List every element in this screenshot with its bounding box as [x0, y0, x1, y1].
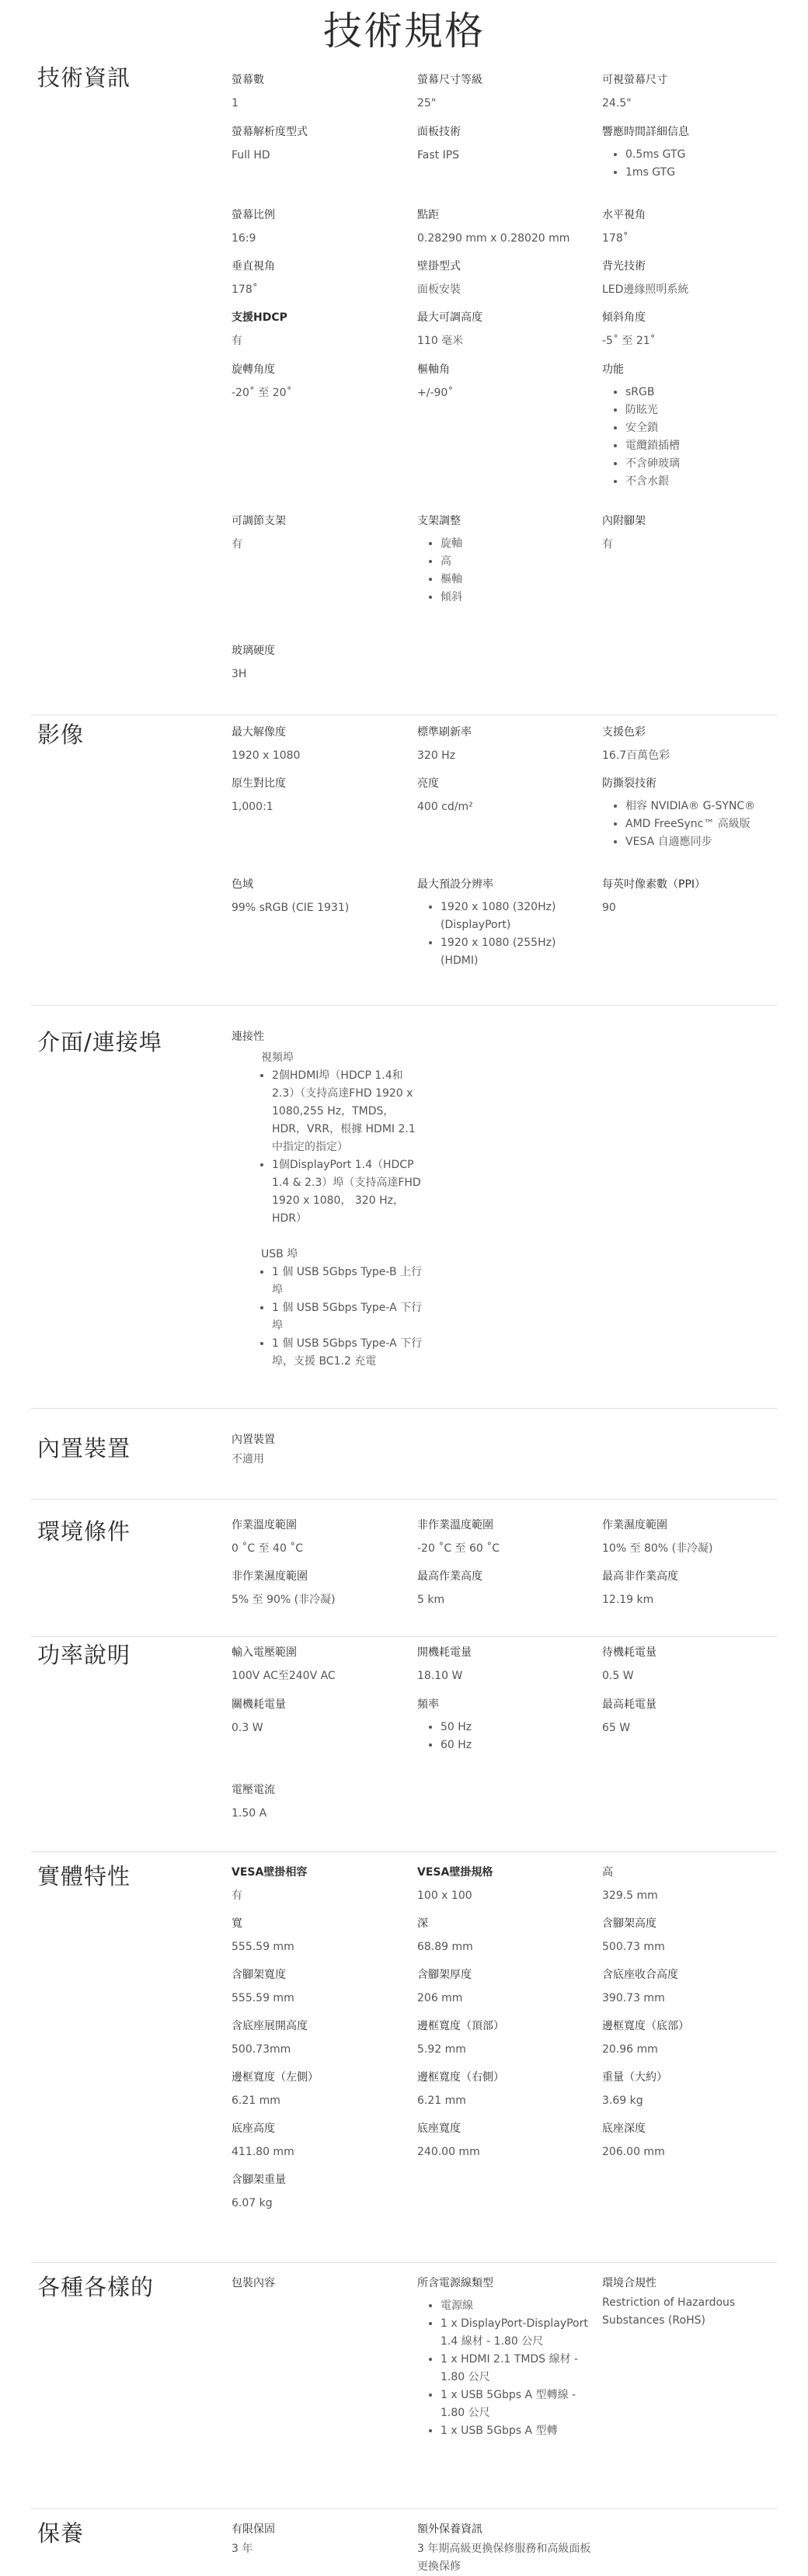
spec-value: 面板安裝	[417, 283, 461, 296]
section-title: 保養	[37, 2520, 85, 2546]
spec-label: 壁掛型式	[417, 260, 461, 273]
spec-item	[417, 513, 596, 607]
spec-item	[417, 123, 596, 165]
spec-value: 99% sRGB (CIE 1931)	[232, 902, 350, 914]
section-environment	[31, 1499, 777, 1637]
list-item: • 1 個 USB 5Gbps Type-B 上行埠	[272, 1264, 426, 1299]
spec-item	[602, 123, 781, 182]
section-title: 影像	[37, 721, 85, 748]
spec-list	[417, 1719, 596, 1754]
spec-label: 邊框寬度（頂部）	[417, 2020, 504, 2032]
spec-item	[232, 1966, 410, 2008]
spec-label: VESA壁掛相容	[232, 1866, 308, 1879]
spec-item	[417, 1517, 596, 1558]
list-item: • 1 x USB 5Gbps A 型轉線 - 1.80 公尺	[441, 2387, 596, 2422]
spec-item	[232, 1517, 410, 1558]
spec-label: 可視螢幕尺寸	[602, 74, 667, 86]
spec-list	[417, 2297, 596, 2440]
spec-value: 25"	[417, 97, 437, 110]
list-item: • 相容 NVIDIA® G-SYNC®	[625, 798, 781, 815]
spec-value: 411.80 mm	[232, 2146, 294, 2158]
list-item: • 0.5ms GTG	[625, 146, 781, 164]
list-item: • 防眩光	[625, 402, 781, 419]
spec-item	[602, 1864, 781, 1905]
spec-label: 寬	[232, 1917, 242, 1930]
spec-label: 最大預設分辨率	[417, 878, 493, 891]
section-physical	[31, 1851, 777, 2263]
list-item: • AMD FreeSync™ 高級版	[625, 815, 781, 833]
list-item: • 1920 x 1080 (320Hz) (DisplayPort)	[441, 899, 596, 934]
list-item: • 1個DisplayPort 1.4（HDCP 1.4 & 2.3）埠（支持高達FHD 1920 x 1080， 320 Hz， HDR）	[272, 1156, 426, 1228]
spec-item	[232, 1864, 410, 1905]
section-warranty	[31, 2508, 777, 2571]
spec-value: 100V AC至240V AC	[232, 1670, 336, 1682]
spec-item	[417, 1915, 596, 1956]
spec-item	[417, 361, 596, 402]
spec-value: Restriction of Hazardous Substances (RoHS)	[602, 2296, 736, 2327]
spec-item	[232, 1568, 410, 1609]
spec-value: 10% 至 80% (非冷凝)	[602, 1542, 713, 1555]
spec-label: 含腳架重量	[232, 2174, 286, 2186]
spec-label: 連接性	[232, 1031, 264, 1043]
spec-label: 垂直視角	[232, 260, 275, 273]
spec-value: -20 ˚C 至 60 ˚C	[417, 1542, 500, 1555]
list-item: • 60 Hz	[441, 1736, 596, 1754]
spec-value: 1,000:1	[232, 801, 273, 813]
spec-value: 3 年	[232, 2543, 253, 2555]
section-title: 實體特性	[37, 1863, 131, 1889]
spec-value: +/-90˚	[417, 387, 454, 399]
spec-value: 有	[232, 538, 242, 551]
spec-item	[232, 513, 410, 554]
spec-label: 最高耗電量	[602, 1698, 656, 1711]
spec-item	[232, 123, 410, 165]
spec-item	[602, 1966, 781, 2008]
list-item: • 傾斜	[441, 589, 596, 607]
section-title: 技術資訊	[37, 64, 131, 91]
section-title: 環境條件	[37, 1518, 131, 1545]
spec-item	[417, 2069, 596, 2110]
spec-label: 環境合規性	[602, 2277, 656, 2289]
spec-item	[602, 775, 781, 851]
spec-item	[602, 1644, 781, 1685]
list-item: • 電纜鎖插槽	[625, 437, 781, 455]
spec-value: 18.10 W	[417, 1670, 463, 1682]
spec-value: 有	[602, 538, 613, 551]
spec-label: 含底座收合高度	[602, 1969, 678, 1981]
spec-label: 額外保養資訊	[417, 2523, 482, 2536]
spec-label: 含腳架寬度	[232, 1969, 286, 1981]
spec-item	[232, 1028, 426, 1371]
list-item: • 樞軸	[441, 571, 596, 589]
section-image	[31, 714, 777, 1006]
spec-value: 5 km	[417, 1594, 445, 1606]
spec-item	[602, 876, 781, 917]
spec-label: 螢幕尺寸等級	[417, 74, 482, 86]
spec-value: 100 x 100	[417, 1889, 472, 1902]
spec-label: 待機耗電量	[602, 1646, 656, 1659]
spec-item	[232, 642, 410, 683]
spec-value: 110 毫米	[417, 335, 464, 347]
spec-label: 面板技術	[417, 126, 461, 138]
spec-value: 400 cd/m²	[417, 801, 473, 813]
spec-list	[232, 1067, 426, 1228]
spec-value: 12.19 km	[602, 1594, 654, 1606]
spec-list	[417, 535, 596, 607]
spec-item	[417, 2275, 596, 2440]
spec-label: 邊框寬度（右側）	[417, 2071, 504, 2084]
spec-item	[417, 207, 596, 248]
spec-label: 底座高度	[232, 2122, 275, 2135]
spec-label: 色域	[232, 878, 253, 891]
list-item: • 50 Hz	[441, 1719, 596, 1736]
spec-label: 輸入電壓範圍	[232, 1646, 297, 1659]
spec-value: 1.50 A	[232, 1807, 267, 1820]
section-misc	[31, 2262, 777, 2509]
spec-item	[417, 1644, 596, 1685]
spec-value: 90	[602, 902, 616, 914]
spec-label: VESA壁掛規格	[417, 1866, 493, 1879]
spec-label: 重量（大約）	[602, 2071, 667, 2084]
spec-value: 390.73 mm	[602, 1992, 665, 2004]
list-item: • 1 x HDMI 2.1 TMDS 線材 - 1.80 公尺	[441, 2351, 596, 2387]
section-title: 介面/連接埠	[37, 1029, 162, 1055]
spec-label: 非作業溫度範圍	[417, 1519, 493, 1531]
spec-label: 支援HDCP	[232, 311, 287, 324]
spec-value: 20.96 mm	[602, 2043, 658, 2056]
list-item: • 高	[441, 553, 596, 571]
list-item: • sRGB	[625, 384, 781, 402]
section-title: 內置裝置	[37, 1435, 131, 1462]
spec-label: 非作業濕度範圍	[232, 1570, 308, 1583]
spec-value: 329.5 mm	[602, 1889, 658, 1902]
spec-value: 65 W	[602, 1722, 631, 1734]
spec-value: 1920 x 1080	[232, 749, 301, 762]
spec-label: 含腳架厚度	[417, 1969, 472, 1981]
list-item: • 2個HDMI埠（HDCP 1.4和 2.3）（支持高達FHD 1920 x 1080,255 Hz，TMDS，HDR，VRR，根據 HDMI 2.1中指定的指定）	[272, 1067, 426, 1156]
spec-label: 最大解像度	[232, 726, 286, 739]
spec-label: 功能	[602, 363, 624, 376]
spec-item	[417, 1966, 596, 2008]
spec-label: 螢幕比例	[232, 209, 275, 221]
spec-item	[232, 71, 410, 113]
spec-value: 0 ˚C 至 40 ˚C	[232, 1542, 304, 1555]
spec-item	[232, 2171, 410, 2213]
spec-label: 所含電源線類型	[417, 2277, 493, 2289]
list-item: • VESA 自適應同步	[625, 833, 781, 851]
spec-label: 底座寬度	[417, 2122, 461, 2135]
spec-item	[417, 724, 596, 765]
spec-value: 6.21 mm	[417, 2095, 466, 2107]
spec-label: 螢幕解析度型式	[232, 126, 308, 138]
spec-item	[232, 258, 410, 299]
spec-label: 最高作業高度	[417, 1570, 482, 1583]
spec-item	[232, 1915, 410, 1956]
spec-value: LED邊緣照明系統	[602, 283, 689, 296]
spec-value: 5% 至 90% (非冷凝)	[232, 1594, 336, 1606]
spec-value: 500.73mm	[232, 2043, 291, 2056]
spec-list	[602, 384, 781, 491]
sub-heading: 視頻埠	[261, 1052, 294, 1064]
spec-label: 最高非作業高度	[602, 1570, 678, 1583]
spec-item	[417, 258, 596, 299]
spec-item	[602, 2069, 781, 2110]
spec-item	[602, 724, 781, 765]
spec-value: 555.59 mm	[232, 1992, 294, 2004]
section-tech-info	[31, 62, 777, 715]
spec-list	[602, 146, 781, 182]
spec-item	[232, 2069, 410, 2110]
spec-list	[602, 798, 781, 851]
spec-label: 最大可調高度	[417, 311, 482, 324]
spec-item	[417, 2018, 596, 2059]
spec-value: Fast IPS	[417, 149, 460, 162]
spec-label: 樞軸角	[417, 363, 450, 376]
spec-value: 178˚	[602, 232, 629, 245]
spec-value: -20˚ 至 20˚	[232, 387, 292, 399]
spec-label: 防撕裂技術	[602, 777, 656, 790]
list-item: • 1ms GTG	[625, 164, 781, 182]
spec-value: 有	[232, 335, 242, 347]
spec-item	[232, 2275, 410, 2293]
list-item: • 安全鎖	[625, 419, 781, 437]
spec-value: 178˚	[232, 283, 258, 296]
spec-item	[602, 207, 781, 248]
spec-item	[232, 876, 410, 917]
list-item: • 不含砷玻璃	[625, 455, 781, 473]
spec-value: 6.07 kg	[232, 2197, 273, 2209]
spec-label: 含腳架高度	[602, 1917, 656, 1930]
list-item: • 1 個 USB 5Gbps Type-A 下行埠	[272, 1299, 426, 1335]
spec-value: 0.28290 mm x 0.28020 mm	[417, 232, 570, 245]
spec-item	[232, 207, 410, 248]
spec-value: 16:9	[232, 232, 256, 245]
spec-label: 頻率	[417, 1698, 439, 1711]
spec-label: 作業濕度範圍	[602, 1519, 667, 1531]
spec-item	[417, 1696, 596, 1754]
spec-label: 關機耗電量	[232, 1698, 286, 1711]
spec-label: 響應時間詳細信息	[602, 126, 689, 138]
spec-label: 傾斜角度	[602, 311, 646, 324]
section-title: 功率說明	[37, 1642, 131, 1668]
spec-label: 點距	[417, 209, 439, 221]
spec-label: 內附腳架	[602, 515, 646, 527]
spec-label: 電壓電流	[232, 1784, 275, 1796]
spec-label: 可調節支架	[232, 515, 286, 527]
spec-item	[602, 1568, 781, 1609]
spec-value: 240.00 mm	[417, 2146, 480, 2158]
spec-label: 水平視角	[602, 209, 646, 221]
spec-value: 0.5 W	[602, 1670, 634, 1682]
spec-label: 玻璃硬度	[232, 645, 275, 657]
spec-label: 亮度	[417, 777, 439, 790]
spec-value: 500.73 mm	[602, 1941, 665, 1953]
spec-item	[602, 1915, 781, 1956]
spec-label: 背光技術	[602, 260, 646, 273]
spec-item	[417, 71, 596, 113]
spec-item	[232, 2521, 410, 2558]
spec-label: 螢幕數	[232, 74, 264, 86]
spec-item	[232, 2120, 410, 2161]
spec-label: 支架調整	[417, 515, 461, 527]
spec-value: 24.5"	[602, 97, 632, 110]
spec-label: 開機耗電量	[417, 1646, 472, 1659]
spec-item	[232, 1696, 410, 1737]
spec-item	[602, 1696, 781, 1737]
spec-item	[232, 1431, 410, 1469]
spec-label: 內置裝置	[232, 1434, 275, 1446]
spec-value: 3 年期高級更換保修服務和高級面板更換保修	[417, 2543, 591, 2573]
list-item: • 1 x DisplayPort-DisplayPort 1.4 線材 - 1.80 公尺	[441, 2315, 596, 2351]
spec-item	[602, 2120, 781, 2161]
page-title: 技術規格	[323, 9, 485, 54]
spec-label: 包裝內容	[232, 2277, 275, 2289]
spec-item	[417, 2521, 596, 2576]
spec-label: 原生對比度	[232, 777, 286, 790]
spec-value: 206 mm	[417, 1992, 463, 2004]
spec-value: 5.92 mm	[417, 2043, 466, 2056]
spec-item	[417, 876, 596, 970]
spec-value: 68.89 mm	[417, 1941, 473, 1953]
spec-item	[602, 361, 781, 491]
section-title: 各種各樣的	[37, 2274, 155, 2300]
spec-value: -5˚ 至 21˚	[602, 335, 656, 347]
spec-label: 標準刷新率	[417, 726, 472, 739]
list-item: • 不含水銀	[625, 473, 781, 491]
spec-label: 作業溫度範圍	[232, 1519, 297, 1531]
list-item: • 1920 x 1080 (255Hz) (HDMI)	[441, 934, 596, 970]
spec-item	[232, 1782, 410, 1823]
spec-item	[232, 361, 410, 402]
list-item: • 電源線	[441, 2297, 596, 2315]
spec-list	[232, 1264, 426, 1371]
spec-value: 1	[232, 97, 239, 110]
list-item: • 1 個 USB 5Gbps Type-A 下行埠，支援 BC1.2 充電	[272, 1335, 426, 1371]
spec-item	[602, 2018, 781, 2059]
spec-label: 含底座展開高度	[232, 2020, 308, 2032]
spec-label: 有限保固	[232, 2523, 275, 2536]
spec-item	[232, 775, 410, 816]
spec-label: 邊框寬度（底部）	[602, 2020, 689, 2032]
spec-value: 320 Hz	[417, 749, 456, 762]
spec-item	[602, 2275, 781, 2330]
spec-item	[602, 258, 781, 299]
spec-value: 有	[232, 1889, 242, 1902]
section-builtin	[31, 1408, 777, 1500]
spec-label: 支援色彩	[602, 726, 646, 739]
spec-label: 旋轉角度	[232, 363, 275, 376]
spec-value: 3H	[232, 668, 247, 680]
sub-heading: USB 埠	[261, 1248, 298, 1260]
spec-value: 206.00 mm	[602, 2146, 665, 2158]
spec-item	[602, 513, 781, 554]
spec-value: 6.21 mm	[232, 2095, 280, 2107]
spec-item	[602, 71, 781, 113]
spec-item	[232, 1644, 410, 1685]
spec-value: Full HD	[232, 149, 270, 162]
spec-list	[417, 899, 596, 970]
spec-item	[232, 724, 410, 765]
spec-value: 3.69 kg	[602, 2095, 643, 2107]
spec-label: 每英吋像素數（PPI）	[602, 878, 706, 891]
spec-item	[602, 1517, 781, 1558]
spec-item	[232, 309, 410, 350]
spec-label: 高	[602, 1866, 613, 1879]
spec-label: 邊框寬度（左側）	[232, 2071, 319, 2084]
spec-item	[417, 1864, 596, 1905]
spec-label: 底座深度	[602, 2122, 646, 2135]
spec-label: 深	[417, 1917, 428, 1930]
spec-item	[417, 309, 596, 350]
spec-item	[232, 2018, 410, 2059]
spec-value: 0.3 W	[232, 1722, 263, 1734]
section-power	[31, 1636, 777, 1852]
section-interface	[31, 1005, 777, 1409]
spec-item	[417, 2120, 596, 2161]
list-item: • 旋軸	[441, 535, 596, 553]
spec-value: 555.59 mm	[232, 1941, 294, 1953]
spec-item	[602, 309, 781, 350]
spec-item	[417, 1568, 596, 1609]
spec-value: 16.7百萬色彩	[602, 749, 670, 762]
list-item: • 1 x USB 5Gbps A 型轉	[441, 2422, 596, 2440]
spec-item	[417, 775, 596, 816]
spec-value: 不適用	[232, 1453, 264, 1465]
